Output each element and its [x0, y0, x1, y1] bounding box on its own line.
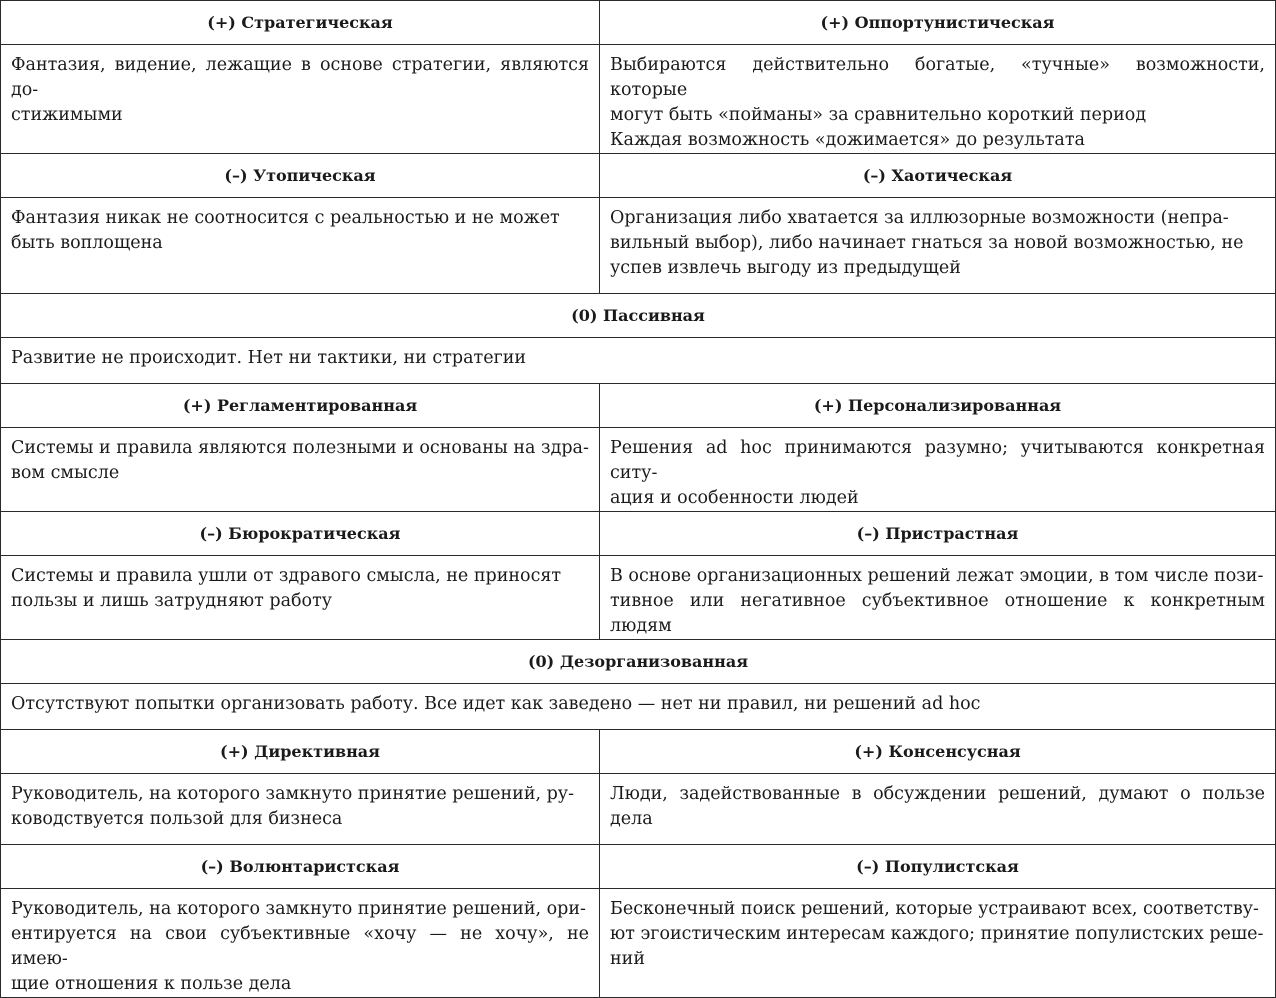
header-voluntarist: (–) Волюнтаристская: [1, 845, 600, 889]
desc-personalized: [600, 428, 1276, 512]
header-biased: (–) Пристрастная: [600, 512, 1276, 556]
text-line: быть воплощена: [11, 233, 163, 253]
text-line: Системы и правила ушли от здравого смысла, не приносят: [11, 566, 562, 586]
desc-disorganized: [1, 684, 1276, 730]
text-line: Выбираются действительно богатые, «тучные» возможности, которые: [610, 55, 1265, 100]
text-line: ация и особенности людей: [610, 488, 859, 508]
text-line: Руководитель, на которого замкнуто принятие решений, ори-: [11, 899, 586, 919]
text-line: Руководитель, на которого замкнуто принятие решений, ру-: [11, 784, 575, 804]
header-passive: (0) Пассивная: [1, 294, 1276, 338]
header-personalized: (+) Персонализированная: [600, 384, 1276, 428]
text-line: тивное или негативное субъективное отношение к конкретным людям: [610, 591, 1265, 636]
text-line: Каждая возможность «дожимается» до результата: [610, 130, 1085, 150]
desc-passive: [1, 338, 1276, 384]
desc-strategic: [1, 45, 600, 154]
text-line: вильный выбор), либо начинает гнаться за новой возможностью, не: [610, 233, 1244, 253]
header-opportunistic: (+) Оппортунистическая: [600, 1, 1276, 45]
text-line: Системы и правила являются полезными и основаны на здра-: [11, 438, 589, 458]
text-line: Фантазия никак не соотносится с реальностью и не может: [11, 208, 560, 228]
text-line: успев извлечь выгоду из предыдущей: [610, 258, 961, 278]
desc-populist: [600, 889, 1276, 998]
header-utopian: (–) Утопическая: [1, 154, 600, 198]
text-line: щие отношения к пользе дела: [11, 974, 292, 994]
header-chaotic: (–) Хаотическая: [600, 154, 1276, 198]
header-disorganized: (0) Дезорганизованная: [1, 640, 1276, 684]
text-line: В основе организационных решений лежат эмоции, в том числе пози-: [610, 566, 1264, 586]
text-line: Люди, задействованные в обсуждении решений, думают о пользе дела: [610, 784, 1265, 829]
desc-regulated: [1, 428, 600, 512]
desc-chaotic: [600, 198, 1276, 294]
text-line: ентируется на свои субъективные «хочу — не хочу», не имею-: [11, 924, 589, 969]
text-line: могут быть «пойманы» за сравнительно короткий период: [610, 105, 1147, 125]
desc-voluntarist: [1, 889, 600, 998]
text-line: Развитие не происходит. Нет ни тактики, ни стратегии: [11, 348, 527, 368]
header-regulated: (+) Регламентированная: [1, 384, 600, 428]
text-line: ют эгоистическим интересам каждого; принятие популистских реше-: [610, 924, 1264, 944]
desc-consensus: [600, 774, 1276, 845]
text-line: Фантазия, видение, лежащие в основе стратегии, являются до-: [11, 55, 589, 100]
header-populist: (–) Популистская: [600, 845, 1276, 889]
desc-biased: [600, 556, 1276, 640]
desc-opportunistic: [600, 45, 1276, 154]
desc-bureaucratic: [1, 556, 600, 640]
desc-directive: [1, 774, 600, 845]
text-line: стижимыми: [11, 105, 123, 125]
text-line: ководствуется пользой для бизнеса: [11, 809, 343, 829]
desc-utopian: [1, 198, 600, 294]
text-line: Отсутствуют попытки организовать работу. Все идет как заведено — нет ни правил, ни решений ad hoc: [11, 694, 981, 714]
header-consensus: (+) Консенсусная: [600, 730, 1276, 774]
text-line: вом смысле: [11, 463, 120, 483]
text-line: Бесконечный поиск решений, которые устраивают всех, соответству-: [610, 899, 1259, 919]
header-strategic: (+) Стратегическая: [1, 1, 600, 45]
header-bureaucratic: (–) Бюрократическая: [1, 512, 600, 556]
text-line: Решения ad hoc принимаются разумно; учитываются конкретная ситу-: [610, 438, 1265, 483]
header-directive: (+) Директивная: [1, 730, 600, 774]
text-line: ний: [610, 949, 645, 969]
text-line: Организация либо хватается за иллюзорные возможности (непра-: [610, 208, 1229, 228]
text-line: пользы и лишь затрудняют работу: [11, 591, 333, 611]
